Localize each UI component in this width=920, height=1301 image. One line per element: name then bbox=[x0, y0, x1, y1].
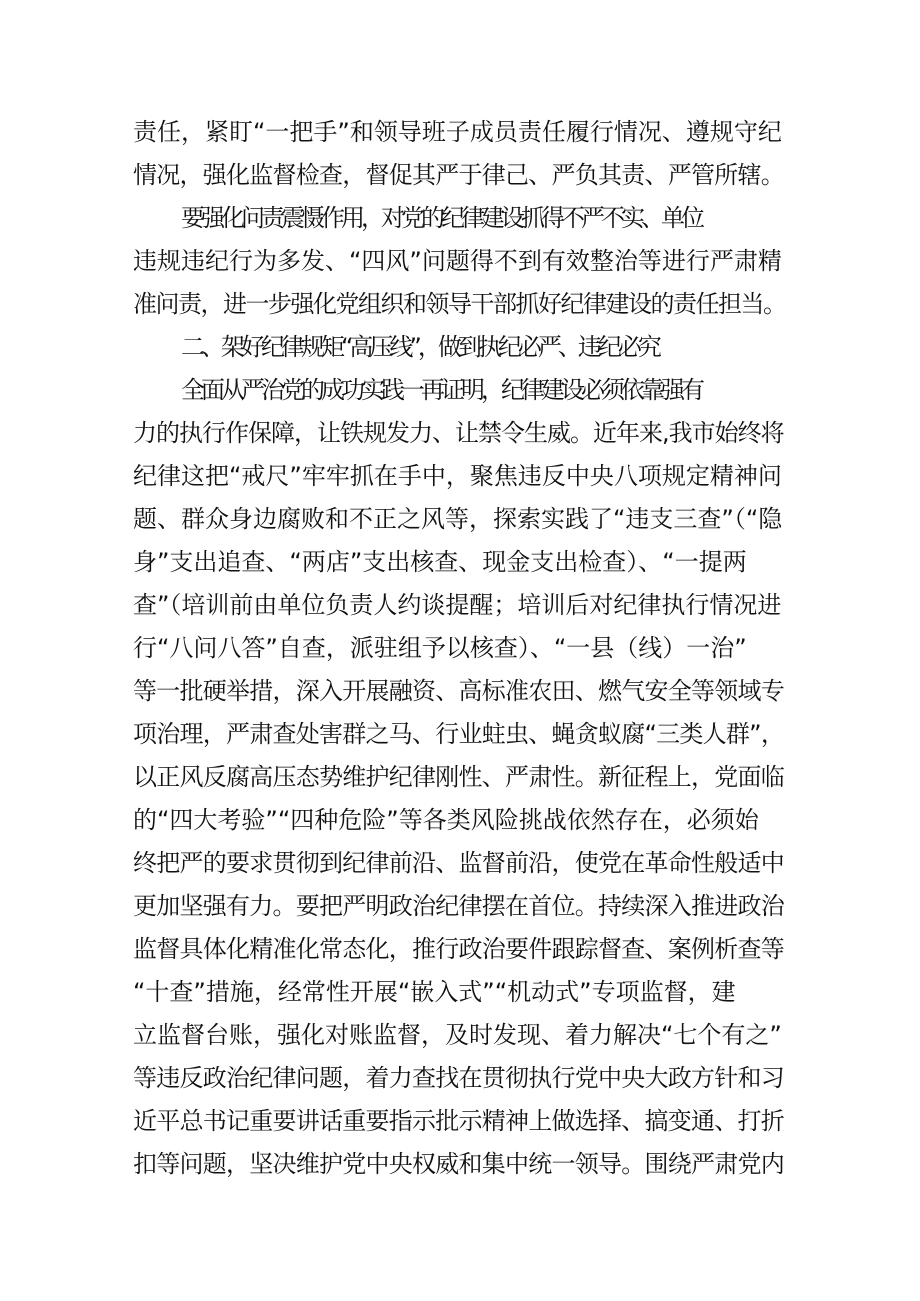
text-line: 近平总书记重要讲话重要指示批示精神上做选择、搞变通、打折 bbox=[133, 1107, 784, 1135]
text-line: 监督具体化精准化常态化，推行政治要件跟踪督查、案例析查等 bbox=[133, 935, 784, 963]
text-line: 情况，强化监督检查，督促其严于律己、严负其责、严管所辖。 bbox=[133, 161, 784, 189]
text-line: 全面从严治党的成功实践一再证明，纪律建设必须依靠强有 bbox=[181, 376, 701, 404]
text-line: 准问责，进一步强化党组织和领导干部抓好纪律建设的责任担当。 bbox=[133, 290, 786, 318]
text-line: 等违反政治纪律问题，着力查找在贯彻执行党中央大政方针和习 bbox=[133, 1064, 784, 1092]
text-line: 要强化问责震慑作用，对党的纪律建设抓得不严不实、单位 bbox=[181, 204, 701, 232]
text-line: 立监督台账，强化对账监督，及时发现、着力解决“七个有之” bbox=[133, 1021, 782, 1049]
text-line: 题、群众身边腐败和不正之风等，探索实践了“违支三查”（“隐 bbox=[133, 505, 783, 533]
paragraph-2 bbox=[133, 197, 785, 326]
text-line: 力的执行作保障，让铁规发力、让禁令生威。近年来,我市始终将 bbox=[133, 419, 784, 447]
section-heading bbox=[133, 326, 785, 369]
text-line: “十查”措施，经常性开展“嵌入式”“机动式”专项监督，建 bbox=[133, 978, 736, 1006]
text-line: 行“八问八答”自查，派驻组予以核查）、“一县（线）一治” bbox=[133, 634, 747, 662]
body-text bbox=[133, 111, 785, 1186]
paragraph-3 bbox=[133, 369, 785, 1186]
text-line: 查”（培训前由单位负责人约谈提醒；培训后对纪律执行情况进 bbox=[133, 591, 782, 619]
text-line: 等一批硬举措，深入开展融资、高标准农田、燃气安全等领域专 bbox=[133, 677, 784, 705]
text-line: 违规违纪行为多发、“四风”问题得不到有效整治等进行严肃精 bbox=[133, 247, 782, 275]
text-line: 扣等问题，坚决维护党中央权威和集中统一领导。围绕严肃党内 bbox=[133, 1150, 784, 1178]
text-line: 身”支出追查、“两店”支出核查、现金支出检查）、“一提两 bbox=[133, 548, 747, 576]
text-line: 纪律这把“戒尺”牢牢抓在手中，聚焦违反中央八项规定精神问 bbox=[133, 462, 782, 490]
heading-line: 二、架好纪律规矩“高压线”，做到执纪必严、违纪必究 bbox=[181, 333, 658, 361]
text-line: 责任，紧盯“一把手”和领导班子成员责任履行情况、遵规守纪 bbox=[133, 118, 782, 146]
text-line: 以正风反腐高压态势维护纪律刚性、严肃性。新征程上，党面临 bbox=[133, 763, 784, 791]
text-line: 终把严的要求贯彻到纪律前沿、监督前沿，使党在革命性般适中 bbox=[133, 849, 784, 877]
paragraph-1 bbox=[133, 111, 785, 197]
text-line: 项治理，严肃查处害群之马、行业蛀虫、蝇贪蚁腐“三类人群”， bbox=[133, 720, 785, 748]
text-line: 的“四大考验”“四种危险”等各类风险挑战依然存在，必须始 bbox=[133, 806, 759, 834]
text-line: 更加坚强有力。要把严明政治纪律摆在首位。持续深入推进政治 bbox=[133, 892, 784, 920]
